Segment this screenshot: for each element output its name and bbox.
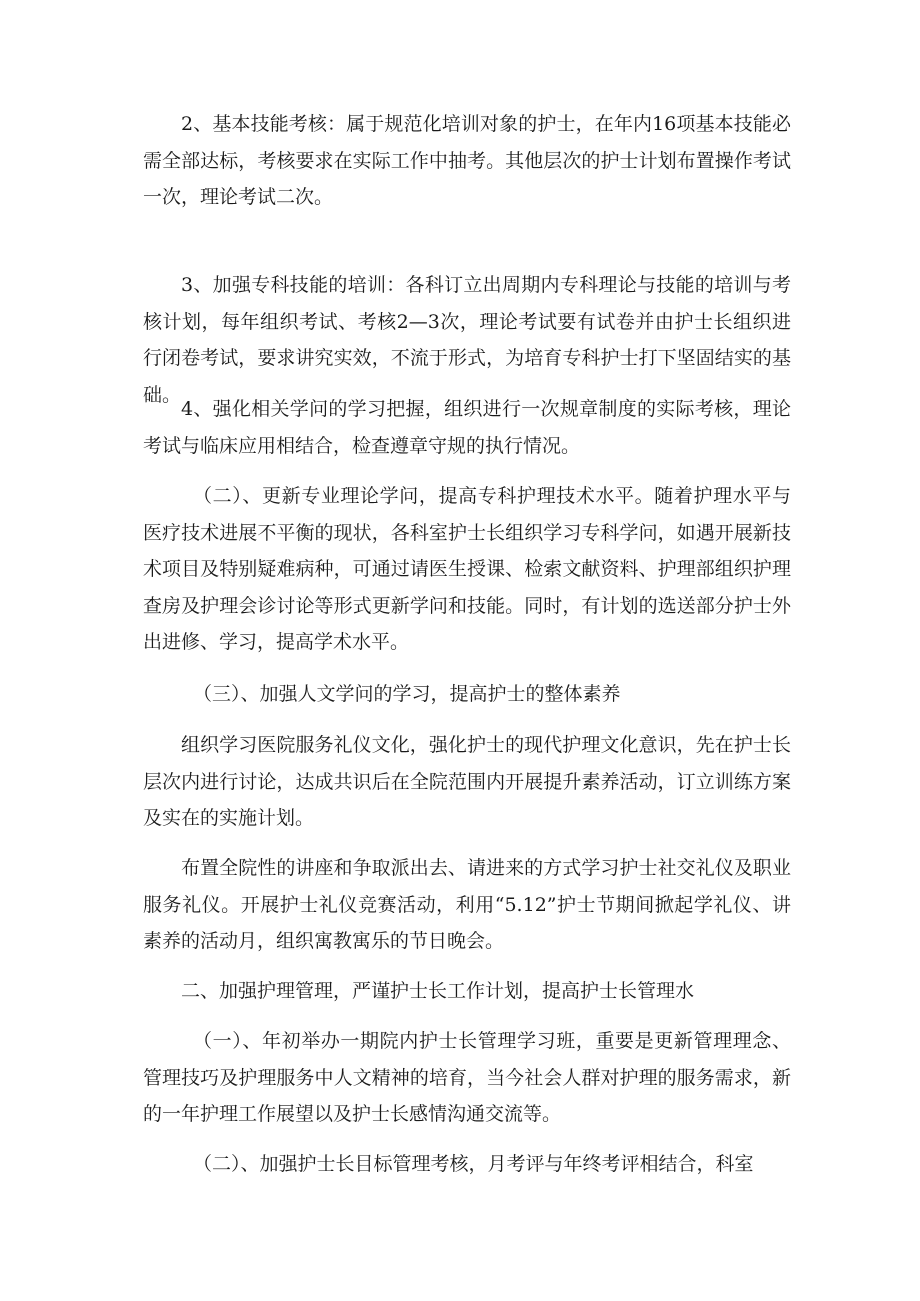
paragraph-text: 组织学习医院服务礼仪文化，强化护士的现代护理文化意识，先在护士长层次内进行讨论，达成共识后在全院范围内开展提升素养活动，订立训练方案及实在的实施计划。 (143, 734, 791, 829)
section-heading-management (143, 973, 791, 1010)
paragraph-knowledge-mastery (143, 391, 791, 464)
paragraph-text: （二）、更新专业理论学问，提高专科护理技术水平。随着护理水平与医疗技术进展不平衡的现状，各科室护士长组织学习专科学问，如遇开展新技术项目及特别疑难病种，可通过请医生授课、检索文献资料、护理部组织护理查房及护理会诊讨论等形式更新学问和技能。同时，有计划的选送部分护士外出进修、学习，提高学术水平。 (143, 485, 791, 653)
paragraph-text: （二）、加强护士长目标管理考核，月考评与年终考评相结合，科室 (193, 1153, 754, 1175)
paragraph-text: 二、加强护理管理，严谨护士长工作计划，提高护士长管理水 (181, 980, 695, 1002)
paragraph-basic-skills (143, 106, 791, 216)
paragraph-text: 3、加强专科技能的培训：各科订立出周期内专科理论与技能的培训与考核计划，每年组织考试、考核2—3次，理论考试要有试卷并由护士长组织进行闭卷考试，要求讲究实效，不流于形式，为培育专科护士打下坚固结实的基础。 (143, 274, 791, 406)
section-heading-humanities (143, 676, 791, 713)
paragraph-text: 4、强化相关学问的学习把握，组织进行一次规章制度的实际考核，理论考试与临床应用相结合，检查遵章守规的执行情况。 (143, 398, 791, 457)
paragraph-service-etiquette (143, 727, 791, 837)
paragraph-etiquette-activities (143, 850, 791, 960)
paragraph-text: （一）、年初举办一期院内护士长管理学习班，重要是更新管理理念、管理技巧及护理服务中人文精神的培育，当今社会人群对护理的服务需求，新的一年护理工作展望以及护士长感情沟通交流等。 (143, 1030, 791, 1125)
paragraph-text: （三）、加强人文学问的学习，提高护士的整体素养 (193, 683, 621, 705)
paragraph-training-class (143, 1023, 791, 1133)
paragraph-text: 布置全院性的讲座和争取派出去、请进来的方式学习护士社交礼仪及职业服务礼仪。开展护士礼仪竞赛活动，利用“5.12”护士节期间掀起学礼仪、讲素养的活动月，组织寓教寓乐的节日晚会。 (143, 857, 791, 952)
paragraph-target-assessment (143, 1146, 791, 1183)
paragraph-text: 2、基本技能考核：属于规范化培训对象的护士，在年内16项基本技能必需全部达标，考核要求在实际工作中抽考。其他层次的护士计划布置操作考试一次，理论考试二次。 (143, 113, 791, 208)
paragraph-professional-theory (143, 478, 791, 661)
